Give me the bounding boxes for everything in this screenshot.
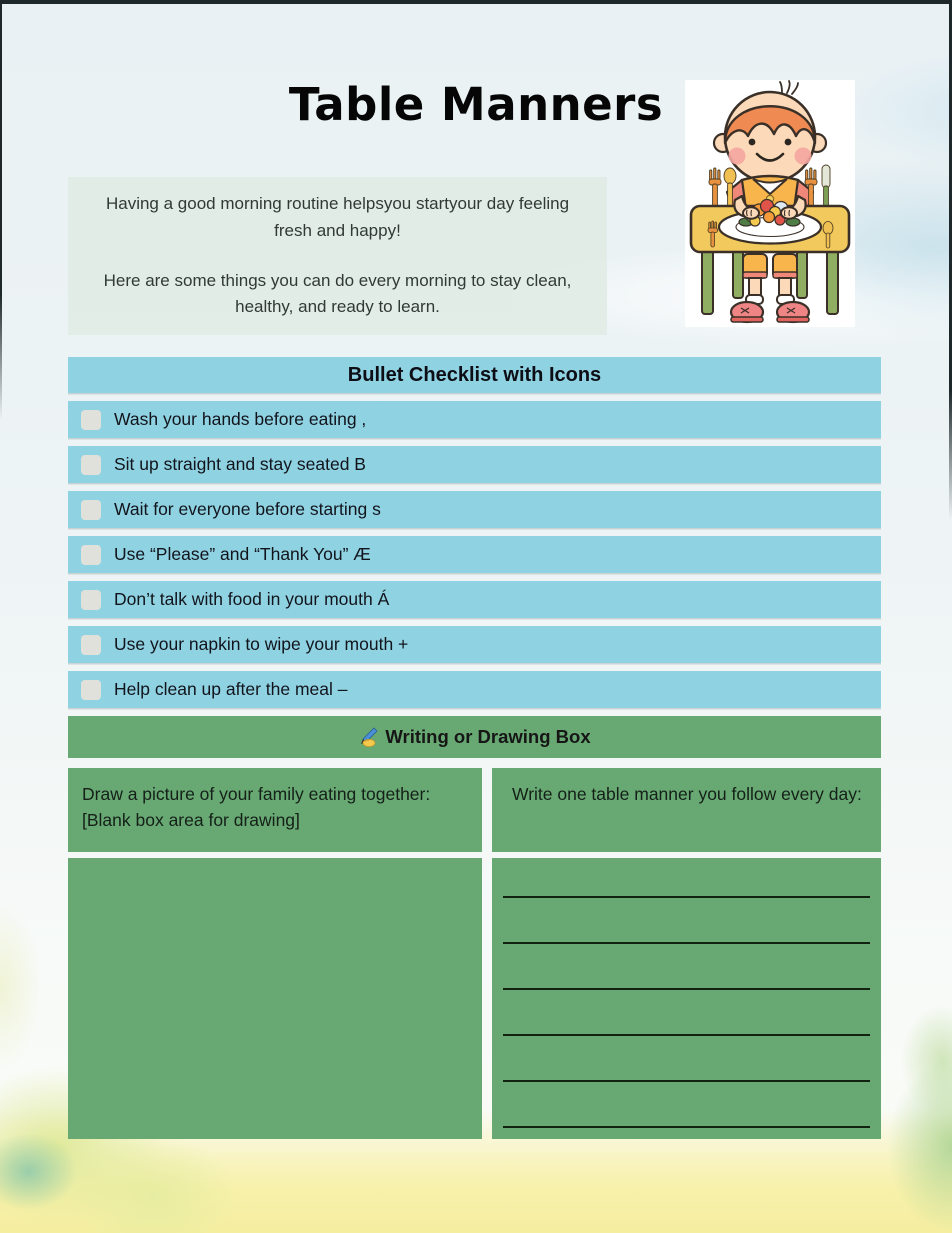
checklist-item-label: Don’t talk with food in your mouth Á [114,589,390,609]
checkbox[interactable] [81,500,101,520]
checklist-item-label: Use your napkin to wipe your mouth + [114,634,409,654]
intro-box [68,177,607,335]
checklist-item-label: Sit up straight and stay seated B [114,454,366,474]
checklist-item [68,446,881,483]
checklist-item [68,671,881,708]
checklist-item-label: Use “Please” and “Thank You” Æ [114,544,371,564]
left-border [0,0,2,420]
checkbox[interactable] [81,545,101,565]
boy-eating-illustration-svg [685,80,855,327]
writing-drawing-header [68,716,881,758]
writing-line[interactable] [503,858,870,898]
write-prompt-label: Write one table manner you follow every day: [512,784,862,804]
checklist-rows [68,401,881,708]
writing-line[interactable] [503,1036,870,1082]
checkbox[interactable] [81,590,101,610]
checklist-item-label: Wash your hands before eating , [114,409,367,429]
checklist-item-label: Help clean up after the meal – [114,679,348,699]
checkbox[interactable] [81,410,101,430]
checklist-item [68,581,881,618]
checklist-header: Bullet Checklist with Icons [68,357,881,393]
top-border [0,0,952,4]
writing-line[interactable] [503,990,870,1036]
checklist-item [68,536,881,573]
draw-prompt-line1: Draw a picture of your family eating together: [82,784,431,804]
checklist-item [68,626,881,663]
checkbox[interactable] [81,635,101,655]
writing-area [492,858,881,1139]
write-prompt-box [492,768,881,852]
writing-drawing-header-label: Writing or Drawing Box [385,726,591,747]
boy-at-table-illustration [685,80,855,327]
page-title: Table Manners [288,78,664,131]
checklist-item [68,491,881,528]
draw-prompt-line2: [Blank box area for drawing] [82,810,300,831]
writing-lines-container [503,858,870,1128]
checklist-item [68,401,881,438]
writing-hand-icon [358,727,378,747]
draw-prompt-box [68,768,482,852]
checklist-item-label: Wait for everyone before starting s [114,499,381,519]
drawing-area[interactable] [68,858,482,1139]
writing-line[interactable] [503,898,870,944]
writing-line[interactable] [503,944,870,990]
writing-line[interactable] [503,1082,870,1128]
bullet-checklist [68,357,881,708]
intro-paragraph-1: Having a good morning routine helpsyou startyour day feeling fresh and happy! [105,194,570,240]
intro-paragraph-2: Here are some things you can do every morning to stay clean, healthy, and ready to learn. [103,271,572,317]
checkbox[interactable] [81,455,101,475]
checkbox[interactable] [81,680,101,700]
